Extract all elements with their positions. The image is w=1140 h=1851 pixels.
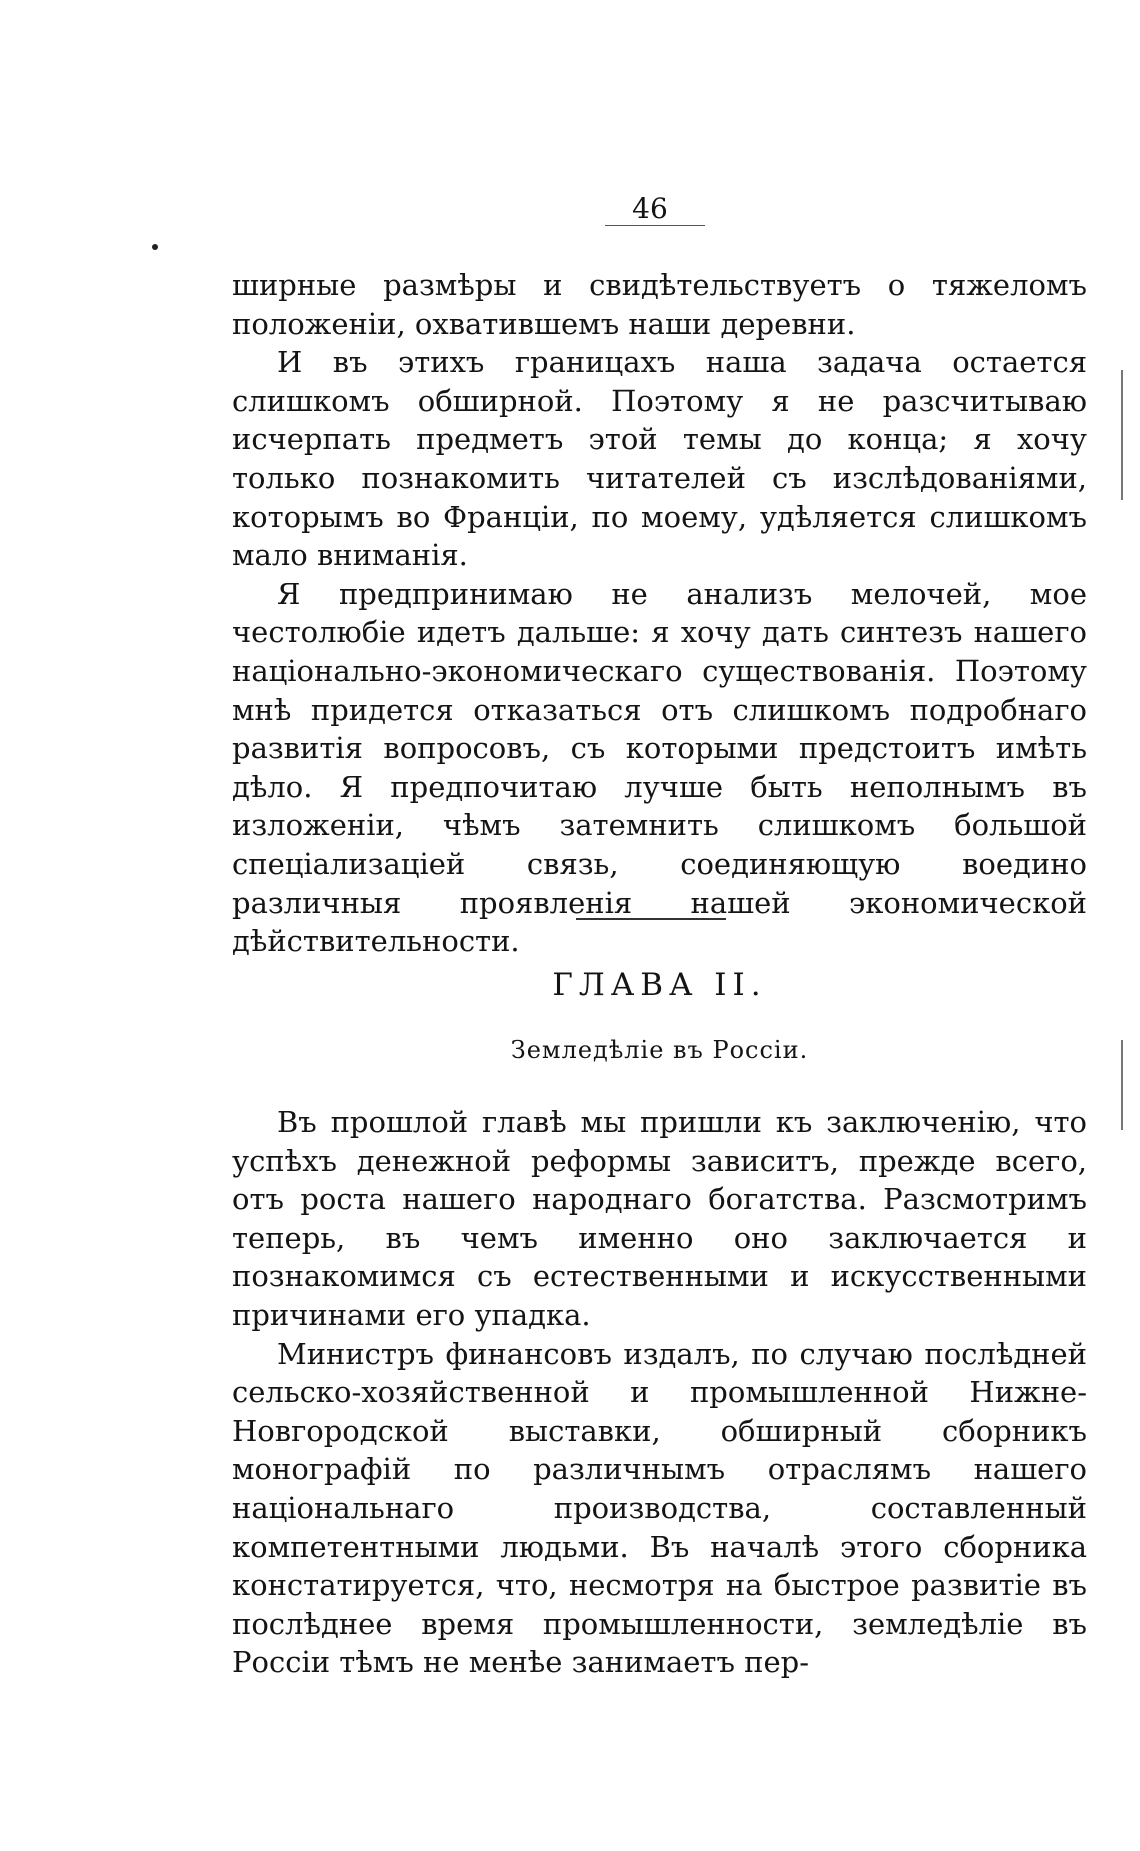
- chapter-title: ГЛАВА II.: [552, 967, 767, 1003]
- section-divider: [576, 918, 726, 920]
- paragraph: Министръ финансовъ издалъ, по случаю послѣдней сельско-хозяйственной и промышленной Нижне-Новгородской выставки, обширный сборникъ монографій по различнымъ отраслямъ нашего національнаго производства, составленный компетентными людьми. Въ началѣ этого сборника констатируется, что, несмотря на быстрое развитіе въ послѣднее время промышленности, земледѣліе въ Россіи тѣмъ не менѣе занимаетъ пер-: [232, 1336, 1087, 1680]
- page-edge-shadow: [1121, 370, 1123, 500]
- margin-dot-mark: [152, 244, 158, 250]
- paragraph: И въ этихъ границахъ наша задача остается слишкомъ обширной. Поэтому я не разсчитываю исчерпать предметъ этой темы до конца; я хочу только познакомить читателей съ изслѣдованіями, которымъ во Франціи, по моему, удѣляется слишкомъ мало вниманія.: [232, 345, 1087, 573]
- page-edge-shadow: [1121, 1040, 1123, 1130]
- paragraph: Въ прошлой главѣ мы пришли къ заключенію, что успѣхъ денежной реформы зависитъ, прежде всего, отъ роста нашего народнаго богатства. Разсмотримъ теперь, въ чемъ именно оно заключается и познакомимся съ естественными и искусственными причинами его упадка.: [232, 1105, 1087, 1332]
- page-number-rule: [605, 225, 705, 226]
- paragraph: Я предпринимаю не анализъ мелочей, мое честолюбіе идетъ дальше: я хочу дать синтезъ нашего національно-экономическаго существованія. Поэтому мнѣ придется отказаться отъ слишкомъ подробнаго развитія вопросовъ, съ которыми предстоитъ имѣть дѣло. Я предпочитаю лучше быть неполнымъ въ изложеніи, чѣмъ затемнить слишкомъ большой спеціализаціей связь, соединяющую воедино различныя проявленія нашей экономической дѣйствительности.: [232, 576, 1087, 959]
- chapter-subtitle: Земледѣліе въ Россіи.: [510, 1036, 809, 1064]
- page-number: 46: [632, 192, 668, 225]
- text-block-1: [232, 266, 1087, 961]
- text-block-2: [232, 1103, 1087, 1682]
- paragraph: ширные размѣры и свидѣтельствуетъ о тяжеломъ положеніи, охватившемъ наши деревни.: [232, 268, 1087, 341]
